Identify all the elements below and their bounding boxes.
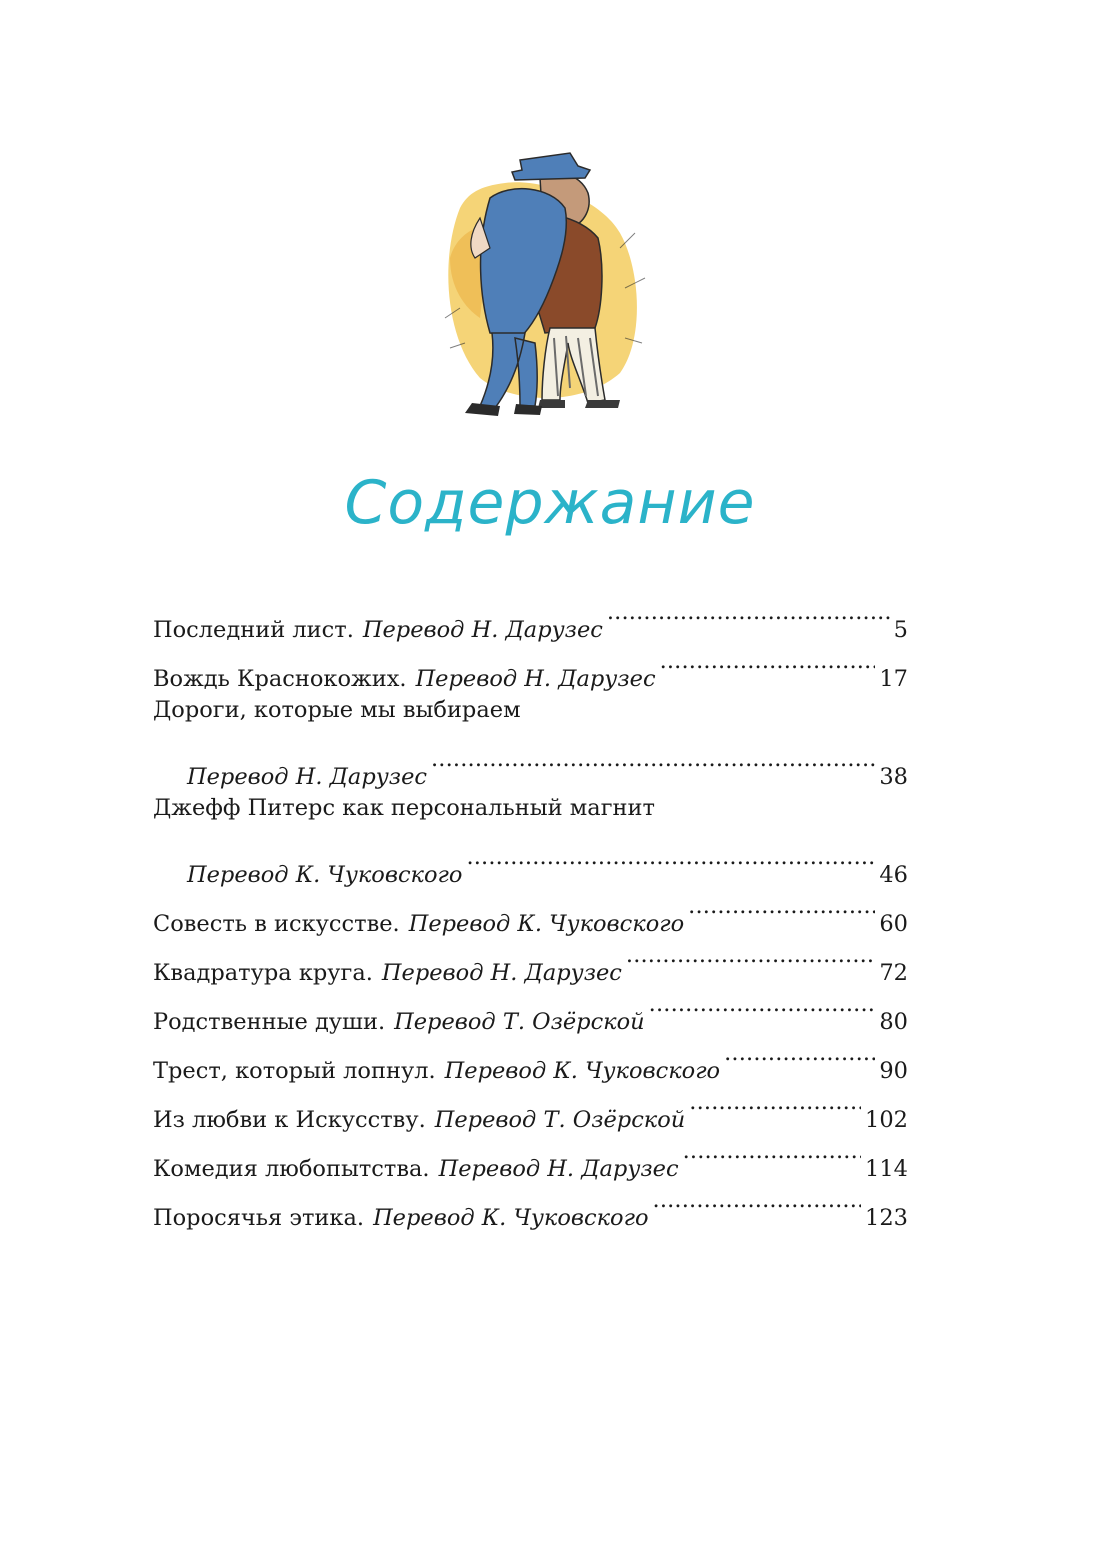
- translator: Перевод Т. Озёрской: [434, 1107, 686, 1133]
- story-title: Трест, который лопнул.: [153, 1058, 436, 1084]
- story-title: Родственные души.: [153, 1009, 386, 1035]
- translator: Перевод Н. Дарузес: [187, 764, 427, 790]
- story-title: Дороги, которые мы выбираем: [153, 697, 521, 723]
- dot-leader: [683, 1127, 861, 1176]
- translator: Перевод Н. Дарузес: [438, 1156, 679, 1182]
- page-number: 80: [879, 1009, 908, 1035]
- story-title: Джефф Питерс как персональный магнит: [153, 795, 655, 821]
- toc-entry: [153, 588, 908, 643]
- page-number: 60: [879, 911, 908, 937]
- dot-leader: [688, 882, 875, 931]
- dot-leader: [724, 1029, 875, 1078]
- dot-leader: [689, 1078, 861, 1127]
- translator: Перевод К. Чуковского: [444, 1058, 721, 1084]
- page-number: 46: [879, 862, 908, 888]
- dot-leader: [607, 588, 890, 637]
- translator: Перевод Н. Дарузес: [415, 666, 656, 692]
- story-title: Квадратура круга.: [153, 960, 373, 986]
- dot-leader: [466, 833, 875, 882]
- page-number: 17: [879, 666, 908, 692]
- page-number: 38: [879, 764, 908, 790]
- page-number: 102: [865, 1107, 908, 1133]
- page-title: Содержание: [344, 468, 756, 538]
- embracing-men-illustration: [420, 138, 660, 438]
- story-title: Последний лист.: [153, 617, 354, 643]
- translator: Перевод К. Чуковского: [187, 862, 463, 888]
- translator: Перевод Т. Озёрской: [394, 1009, 645, 1035]
- story-title: Из любви к Искусству.: [153, 1107, 426, 1133]
- translator: Перевод Н. Дарузес: [381, 960, 622, 986]
- page-number: 72: [879, 960, 908, 986]
- page-number: 90: [879, 1058, 908, 1084]
- toc-entry: [153, 784, 908, 888]
- page-number: 114: [865, 1156, 908, 1182]
- dot-leader: [626, 931, 875, 980]
- dot-leader: [653, 1176, 862, 1225]
- dot-leader: [431, 735, 875, 784]
- translator: Перевод К. Чуковского: [408, 911, 685, 937]
- page-number: 5: [893, 617, 908, 643]
- story-title: Совесть в искусстве.: [153, 911, 400, 937]
- story-title: Вождь Краснокожих.: [153, 666, 407, 692]
- translator: Перевод К. Чуковского: [373, 1205, 649, 1231]
- story-title: Комедия любопытства.: [153, 1156, 430, 1182]
- dot-leader: [649, 980, 876, 1029]
- dot-leader: [660, 637, 876, 686]
- table-of-contents: [153, 588, 908, 1231]
- story-title: Поросячья этика.: [153, 1205, 365, 1231]
- translator: Перевод Н. Дарузес: [362, 617, 603, 643]
- page-number: 123: [865, 1205, 908, 1231]
